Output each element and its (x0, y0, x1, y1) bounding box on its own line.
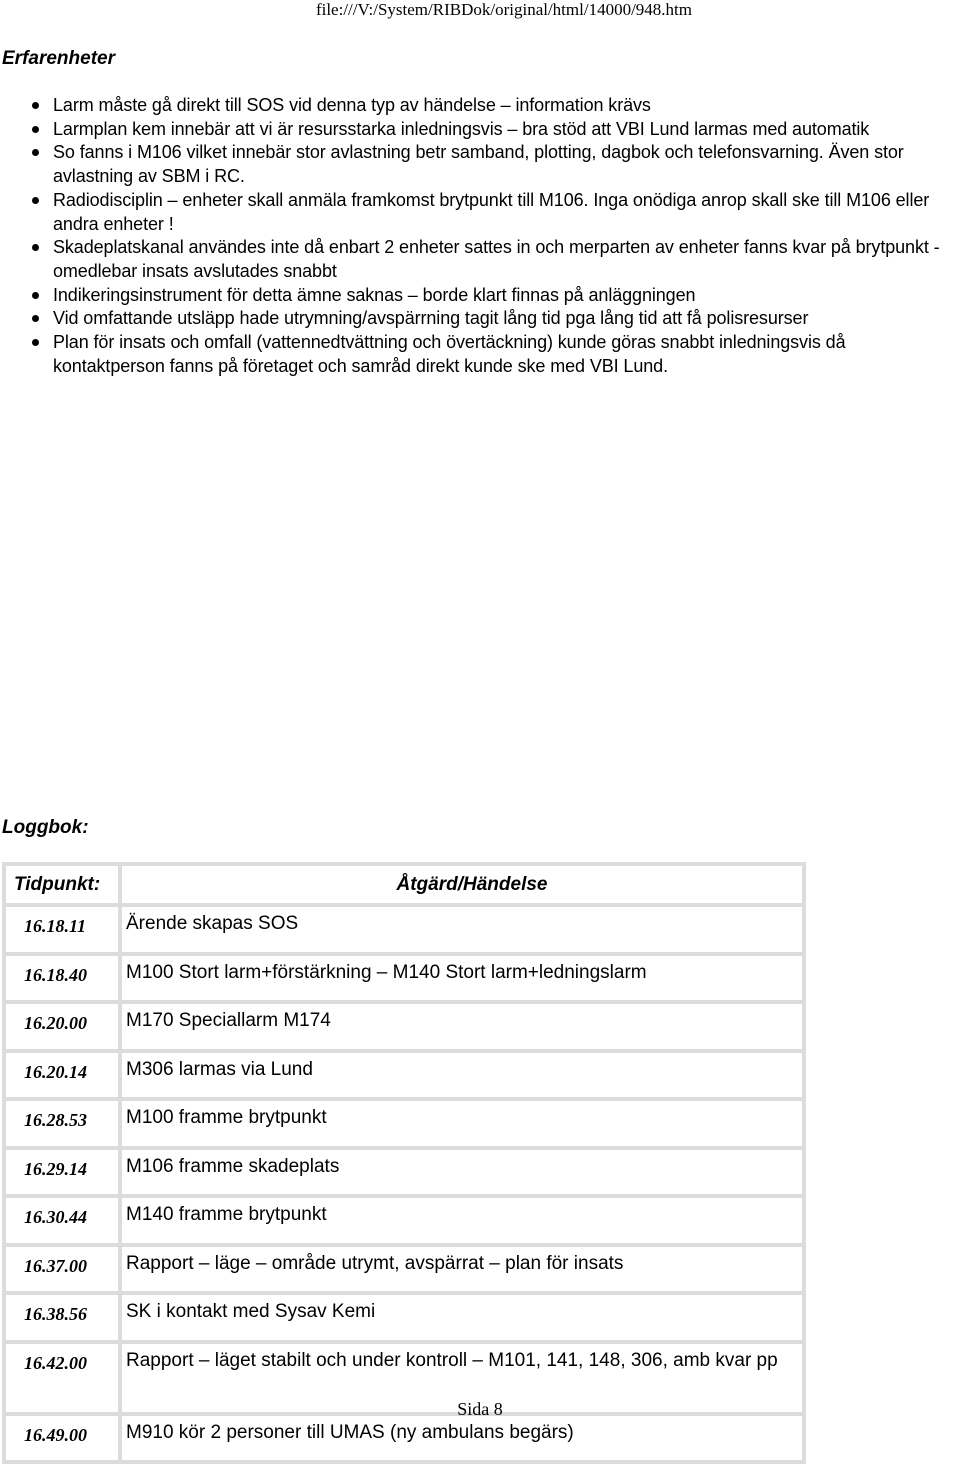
bullet-icon (32, 244, 39, 251)
table-row (6, 1198, 802, 1243)
time-cell: 16.49.00 (6, 1416, 118, 1461)
list-item (0, 189, 960, 236)
table-header-row (6, 866, 802, 903)
list-item (0, 94, 960, 118)
list-item (0, 236, 960, 283)
time-cell: 16.20.00 (6, 1004, 118, 1049)
file-path-header: file:///V:/System/RIBDok/original/html/14000/948.htm (315, 0, 692, 19)
table-row (6, 1004, 802, 1049)
list-item (0, 284, 960, 308)
table-row (6, 956, 802, 1001)
bullet-icon (32, 315, 39, 322)
time-cell: 16.28.53 (6, 1101, 118, 1146)
list-item-text: Indikeringsinstrument för detta ämne saknas – borde klart finnas på anläggningen (53, 284, 696, 305)
time-cell: 16.37.00 (6, 1247, 118, 1292)
action-cell: Rapport – läge – område utrymt, avspärrat – plan för insats (122, 1247, 802, 1292)
action-cell: M170 Speciallarm M174 (122, 1004, 802, 1049)
bullet-icon (32, 102, 39, 109)
bullet-icon (32, 292, 39, 299)
list-item-text: Vid omfattande utsläpp hade utrymning/avspärrning tagit lång tid pga lång tid att få polisresurser (53, 308, 809, 329)
bullet-icon (32, 339, 39, 346)
time-cell: 16.29.14 (6, 1150, 118, 1195)
list-item (0, 118, 960, 142)
table-row (6, 907, 802, 952)
table-row (6, 1247, 802, 1292)
table-row (6, 1150, 802, 1195)
list-item-text: Skadeplatskanal användes inte då enbart 2 enheter sattes in och merparten av enheter fanns kvar på brytpunkt - omedlebar insats avslutades snabbt (53, 237, 940, 281)
time-cell: 16.42.00 (6, 1344, 118, 1412)
list-item (0, 307, 960, 331)
time-cell: 16.18.11 (6, 907, 118, 952)
list-item (0, 141, 960, 188)
time-cell: 16.20.14 (6, 1053, 118, 1098)
time-column-header: Tidpunkt: (6, 866, 118, 903)
experiences-title: Erfarenheter (2, 48, 115, 69)
time-cell: 16.38.56 (6, 1295, 118, 1340)
list-item (0, 331, 960, 378)
table-row (6, 1416, 802, 1461)
bullet-icon (32, 149, 39, 156)
experiences-list (0, 94, 960, 378)
list-item-text: Larm måste gå direkt till SOS vid denna typ av händelse – information krävs (53, 95, 651, 115)
list-item-text: So fanns i M106 vilket innebär stor avlastning betr samband, plotting, dagbok och telefonsvarning. Även stor avlastning av SBM i RC. (53, 142, 904, 187)
time-cell: 16.18.40 (6, 956, 118, 1001)
logbook-title: Loggbok: (2, 817, 89, 838)
action-cell: Rapport – läget stabilt och under kontroll – M101, 141, 148, 306, amb kvar pp (122, 1344, 802, 1412)
action-cell: M140 framme brytpunkt (122, 1198, 802, 1243)
list-item-text: Plan för insats och omfall (vattennedtvättning och övertäckning) kunde göras snabbt inledningsvis då kontaktperson fanns på företaget och samråd direkt kunde ske med VBI Lund. (53, 332, 846, 376)
action-cell: M100 Stort larm+förstärkning – M140 Stort larm+ledningslarm (122, 956, 802, 1001)
time-cell: 16.30.44 (6, 1198, 118, 1243)
table-row (6, 1295, 802, 1340)
action-cell: SK i kontakt med Sysav Kemi (122, 1295, 802, 1340)
action-cell: M100 framme brytpunkt (122, 1101, 802, 1146)
action-cell: M306 larmas via Lund (122, 1053, 802, 1098)
bullet-icon (32, 197, 39, 204)
action-cell: Ärende skapas SOS (122, 907, 802, 952)
bullet-icon (32, 126, 39, 133)
action-column-header: Åtgärd/Händelse (122, 866, 802, 903)
action-cell: M910 kör 2 personer till UMAS (ny ambulans begärs) (122, 1416, 802, 1461)
page-number: Sida 8 (457, 1399, 503, 1419)
list-item-text: Radiodisciplin – enheter skall anmäla framkomst brytpunkt till M106. Inga onödiga anrop skall ske till M106 eller andra enheter ! (53, 189, 930, 234)
action-cell: M106 framme skadeplats (122, 1150, 802, 1195)
table-row (6, 1101, 802, 1146)
table-row (6, 1053, 802, 1098)
list-item-text: Larmplan kem innebär att vi är resursstarka inledningsvis – bra stöd att VBI Lund larmas med automatik (53, 118, 870, 139)
